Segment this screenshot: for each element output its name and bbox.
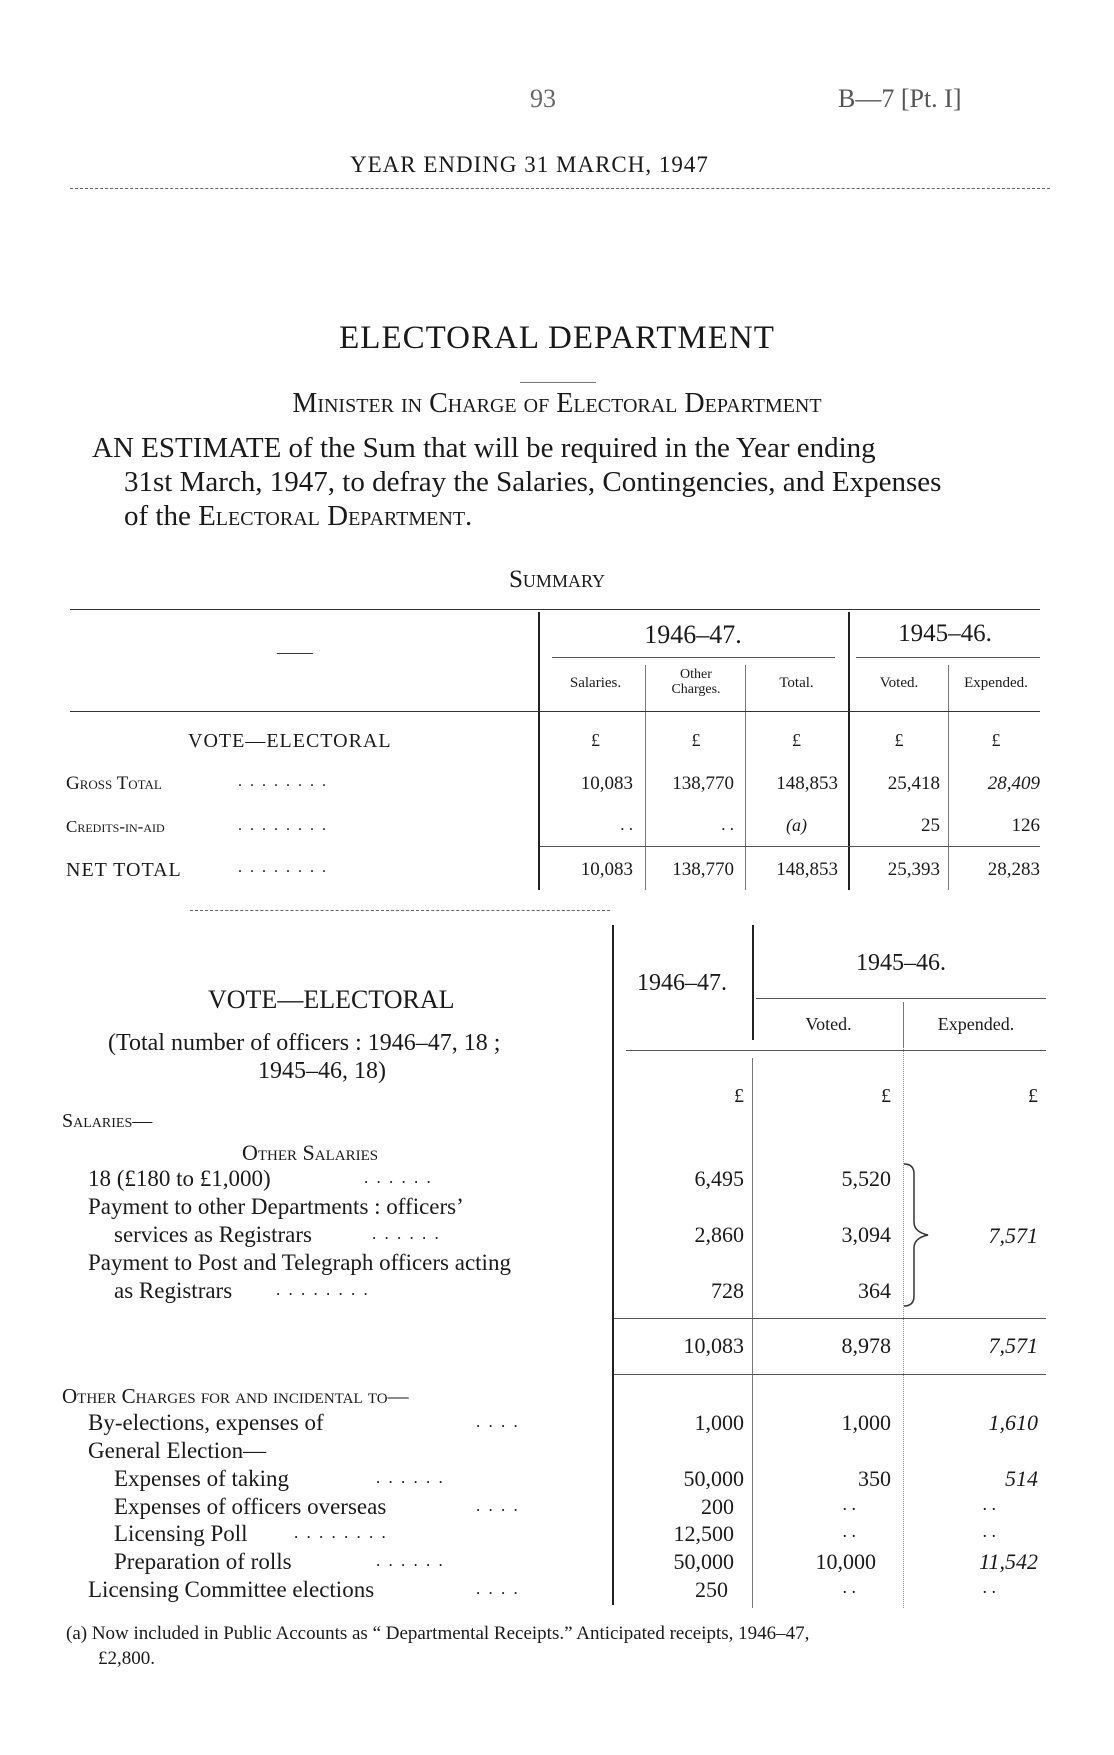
salary-cell-1946: 728 [711, 1278, 744, 1303]
salary-cell-1946: 2,860 [694, 1222, 744, 1247]
salaries-sum-rule [614, 1318, 1046, 1319]
summary-sub-divider-2 [745, 665, 746, 890]
summary-cell-voted: 25 [921, 815, 940, 836]
detail-currency-1946: £ [734, 1085, 744, 1107]
footnote-line-1: (a) Now included in Public Accounts as “ Departmental Receipts.” Anticipated receipts, 1946–47, [66, 1623, 810, 1644]
salary-row-leaders: . . . . . . . . [276, 1280, 370, 1299]
other-salaries-heading: Other Salaries [242, 1140, 379, 1165]
salary-cell-1946: 6,495 [694, 1166, 744, 1191]
header-rule [70, 188, 1050, 189]
other-row-label: Licensing Poll [114, 1521, 248, 1546]
summary-currency-expended: £ [991, 730, 1001, 750]
summary-end-rule [190, 910, 610, 911]
summary-row-label: NET TOTAL [66, 859, 182, 881]
salary-cell-voted: 5,520 [841, 1166, 891, 1191]
other-row-label: Licensing Committee elections [88, 1577, 375, 1602]
summary-cell-expended: 28,409 [987, 773, 1040, 794]
summary-cell-total: 148,853 [776, 773, 838, 794]
summary-currency-voted: £ [894, 730, 904, 750]
salary-row-line: Payment to Post and Telegraph officers acting [88, 1250, 511, 1275]
summary-sum-rule [540, 846, 1040, 847]
salaries-total-1946: 10,083 [683, 1333, 744, 1358]
summary-cell-voted: 25,418 [887, 773, 940, 794]
estimate-line-3-start: of the [124, 500, 191, 532]
other-cell-voted: 350 [858, 1466, 891, 1491]
other-cell-voted: . . [842, 1494, 856, 1514]
summary-head-rule [70, 711, 1040, 712]
detail-col-1945: 1945–46. [856, 950, 946, 976]
other-cell-1946: 50,000 [683, 1466, 744, 1491]
other-cell-1946: 1,000 [694, 1410, 744, 1435]
minister-line: Minister in Charge of Electoral Department [292, 388, 822, 419]
other-row-label: By-elections, expenses of [88, 1410, 324, 1435]
summary-divider-1 [538, 612, 540, 890]
detail-officers-line-1: (Total number of officers : 1946–47, 18 ; [108, 1030, 501, 1056]
summary-sub-salaries: Salaries. [569, 675, 622, 691]
other-cell-voted: 1,000 [841, 1410, 891, 1435]
summary-cell-other: 138,770 [672, 773, 734, 794]
salaries-total-expended: 7,571 [988, 1333, 1038, 1358]
summary-heading: Summary [509, 566, 605, 593]
detail-sub-voted: Voted. [805, 1014, 852, 1034]
detail-1945-underline [756, 998, 1046, 999]
summary-cell-salaries: 10,083 [580, 859, 633, 880]
year-ending-line: YEAR ENDING 31 MARCH, 1947 [350, 152, 709, 177]
other-cell-1946: 12,500 [673, 1521, 734, 1546]
other-cell-expended: . . [982, 1577, 996, 1597]
other-row-leaders: . . . . [476, 1579, 520, 1598]
summary-currency-other: £ [691, 730, 701, 750]
detail-divider-2b [752, 1058, 753, 1608]
salaries-heading: Salaries— [62, 1110, 153, 1132]
detail-officers-line-2: 1945–46, 18) [258, 1058, 386, 1084]
detail-sub-divider [903, 1002, 904, 1048]
salary-row-line-2: as Registrars [114, 1278, 233, 1303]
other-cell-voted: . . [842, 1521, 856, 1541]
summary-cell-expended: 28,283 [987, 859, 1040, 880]
summary-vote-label: VOTE—ELECTORAL [188, 730, 392, 752]
other-cell-expended: 11,542 [979, 1549, 1038, 1574]
summary-stub-dash: —— [277, 642, 313, 662]
footnote-line-2: £2,800. [98, 1648, 155, 1669]
summary-sub-voted: Voted. [879, 675, 919, 691]
estimate-line-2: 31st March, 1947, to defray the Salaries, Contingencies, and Expenses [124, 466, 942, 498]
summary-cell-total: (a) [786, 815, 807, 835]
summary-sub-divider-1 [645, 665, 646, 890]
salaries-total-voted: 8,978 [841, 1333, 891, 1358]
other-row-label: Preparation of rolls [114, 1549, 292, 1574]
other-cell-1946: 200 [701, 1494, 734, 1519]
summary-col-1945: 1945–46. [898, 620, 992, 647]
salary-row-leaders: . . . . . . [364, 1168, 433, 1187]
other-cell-1946: 50,000 [673, 1549, 734, 1574]
summary-sub-divider-3 [948, 665, 949, 890]
other-cell-expended: 1,610 [988, 1410, 1038, 1435]
summary-sub-total: Total. [779, 675, 814, 691]
other-row-leaders: . . . . [476, 1496, 520, 1515]
summary-cell-salaries: 10,083 [580, 773, 633, 794]
detail-head-rule [626, 1050, 1046, 1051]
estimate-line-3 [124, 500, 472, 533]
summary-row-leaders: . . . . . . . . [238, 773, 328, 790]
other-cell-1946: 250 [695, 1577, 728, 1602]
summary-1945-underline [856, 657, 1040, 658]
summary-currency-salaries: £ [591, 730, 600, 750]
detail-currency-expended: £ [1028, 1085, 1038, 1107]
summary-row-leaders: . . . . . . . . [238, 859, 328, 876]
detail-col-1946: 1946–47. [637, 970, 727, 996]
estimate-department-name: Electoral Department. [198, 500, 473, 532]
other-cell-expended: . . [982, 1521, 996, 1541]
other-cell-expended: . . [982, 1494, 996, 1514]
salaries-expended-combined: 7,571 [988, 1223, 1038, 1248]
detail-divider-2 [752, 925, 754, 1040]
summary-cell-total: 148,853 [776, 859, 838, 880]
other-charges-heading: Other Charges for and incidental to— [62, 1384, 409, 1408]
detail-sub-expended: Expended. [937, 1014, 1015, 1034]
summary-row-leaders: . . . . . . . . [238, 817, 328, 834]
summary-top-rule [70, 609, 1040, 610]
summary-cell-salaries: . . [620, 815, 633, 834]
summary-row-label: Credits-in-aid [66, 817, 165, 836]
summary-cell-expended: 126 [1011, 815, 1040, 836]
other-row-leaders: . . . . [476, 1412, 520, 1431]
estimate-line-1: AN ESTIMATE of the Sum that will be required in the Year ending [92, 432, 876, 464]
detail-currency-voted: £ [881, 1085, 891, 1107]
summary-row-label: Gross Total [66, 773, 162, 794]
other-row-label: Expenses of officers overseas [114, 1494, 387, 1519]
summary-sub-other [648, 667, 744, 697]
salary-cell-voted: 3,094 [841, 1222, 891, 1247]
other-cell-voted: . . [842, 1577, 856, 1597]
salary-row-leaders: . . . . . . [372, 1224, 441, 1243]
summary-sub-expended: Expended. [964, 675, 1028, 691]
detail-vote-title: VOTE—ELECTORAL [208, 985, 455, 1014]
other-row-leaders: . . . . . . [376, 1468, 445, 1487]
summary-cell-other: . . [721, 815, 734, 834]
summary-currency-total: £ [792, 730, 801, 750]
summary-cell-voted: 25,393 [887, 859, 940, 880]
title-underline [520, 382, 596, 383]
salaries-brace-icon [898, 1160, 948, 1310]
summary-1946-underline [552, 657, 835, 658]
salary-row-line-2: services as Registrars [114, 1222, 312, 1247]
salary-row-line: Payment to other Departments : officers’ [88, 1194, 464, 1219]
other-row-leaders: . . . . . . . . [294, 1523, 388, 1542]
other-cell-voted: 10,000 [815, 1549, 876, 1574]
summary-sub-other-2: Charges. [671, 682, 721, 697]
other-row-leaders: . . . . . . [376, 1551, 445, 1570]
salary-cell-voted: 364 [858, 1278, 891, 1303]
other-row-label: Expenses of taking [114, 1466, 290, 1491]
salary-row-line: 18 (£180 to £1,000) [88, 1166, 271, 1191]
page-number: 93 [530, 84, 556, 113]
other-row-label: General Election— [88, 1438, 267, 1463]
summary-col-1946: 1946–47. [644, 620, 742, 649]
page-title: ELECTORAL DEPARTMENT [339, 320, 775, 356]
page-ref: B—7 [Pt. I] [838, 84, 962, 113]
other-cell-expended: 514 [1005, 1466, 1038, 1491]
summary-cell-other: 138,770 [672, 859, 734, 880]
summary-divider-2 [848, 612, 850, 890]
salaries-total-rule [614, 1374, 1046, 1375]
summary-sub-other-1: Other [680, 667, 712, 682]
